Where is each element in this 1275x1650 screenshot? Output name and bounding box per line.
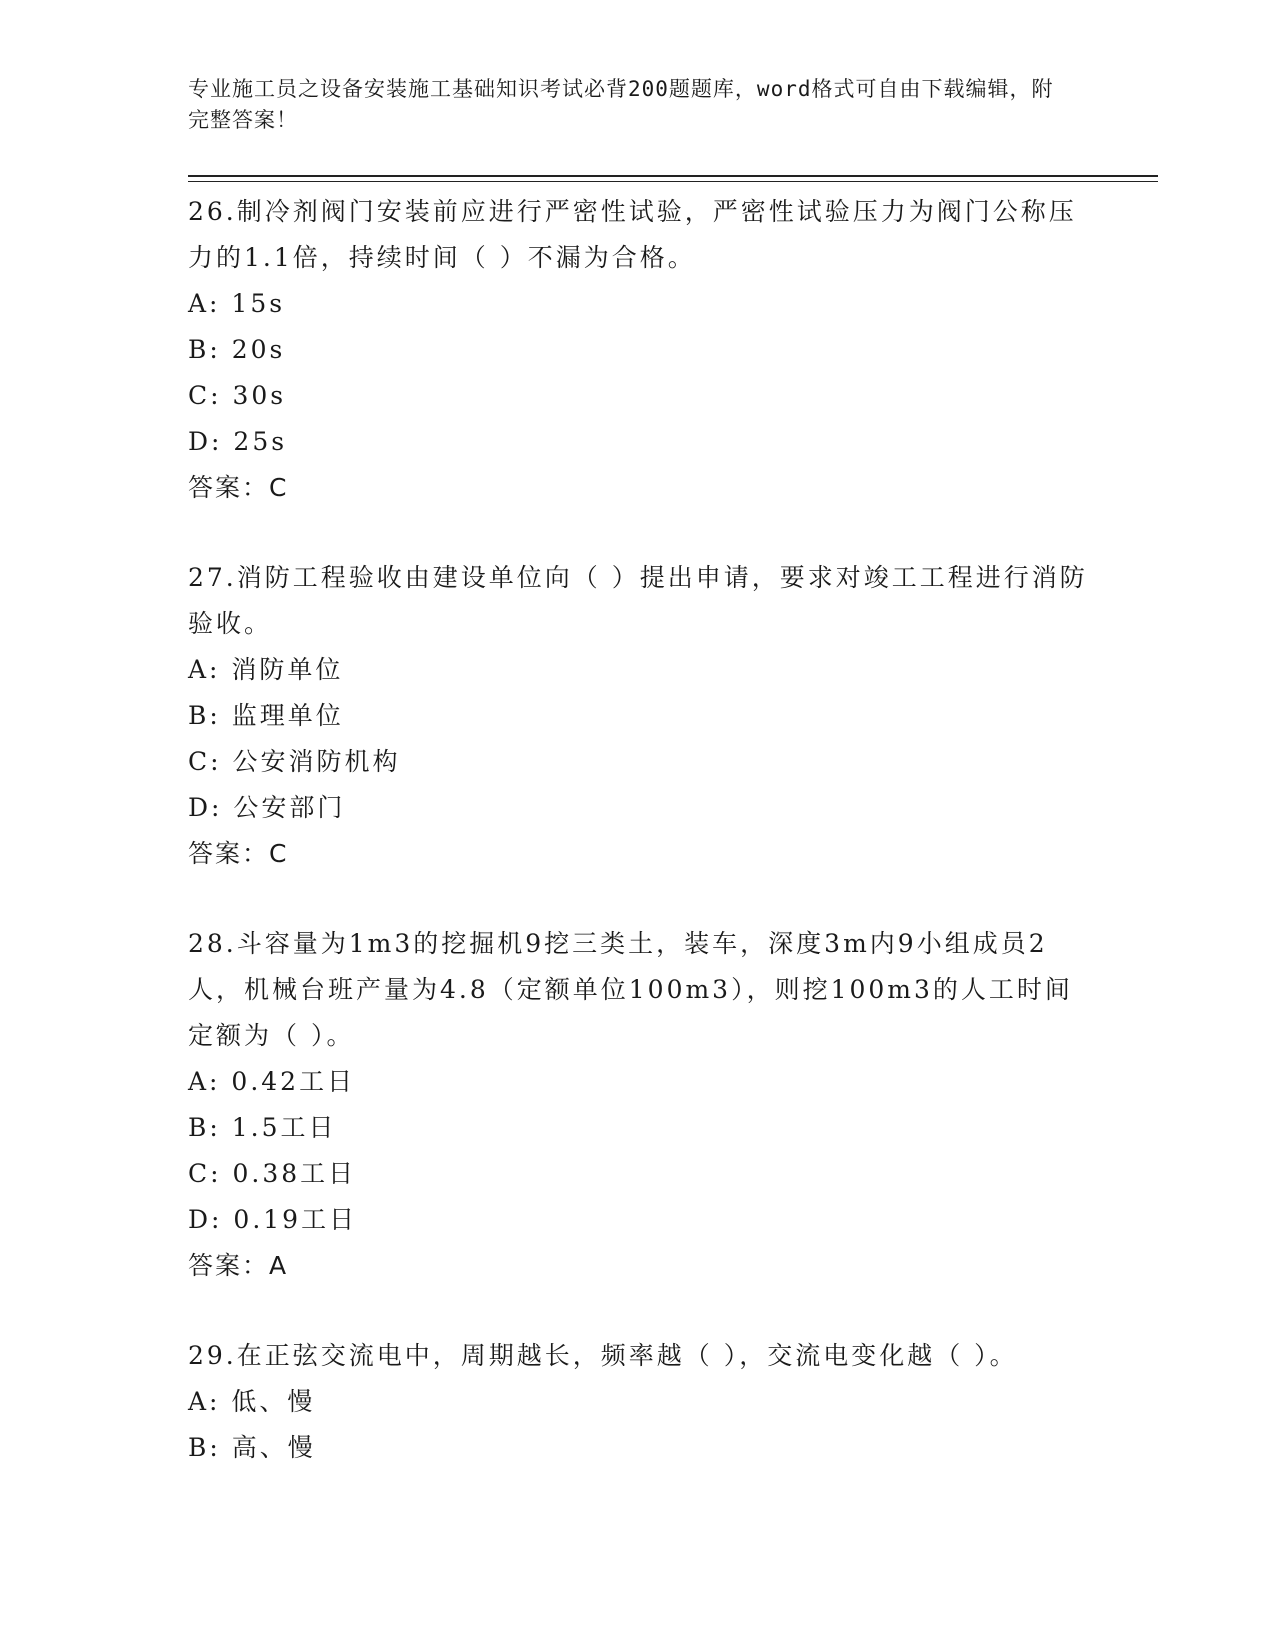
- option-d: D: 公安部门: [188, 793, 346, 822]
- question-stem: 27.消防工程验收由建设单位向（ ）提出申请，要求对竣工工程进行消防验收。: [188, 563, 1088, 638]
- question-29: [188, 1333, 1088, 1471]
- option-a: A: 0.42工日: [188, 1067, 356, 1096]
- option-b: B: 高、慢: [188, 1433, 316, 1462]
- option-b: B: 1.5工日: [188, 1113, 337, 1142]
- question-stem: 28.斗容量为1m3的挖掘机9挖三类土，装车，深度3m内9小组成员2人，机械台班产量为4.8（定额单位100m3），则挖100m3的人工时间定额为（ ）。: [188, 929, 1073, 1050]
- question-stem: 29.在正弦交流电中，周期越长，频率越（ ），交流电变化越（ ）。: [188, 1341, 1018, 1370]
- header-divider-thick: [188, 175, 1158, 177]
- question-27: [188, 555, 1088, 877]
- document-title: 专业施工员之设备安装施工基础知识考试必背200题题库，word格式可自由下载编辑，附完整答案！: [188, 77, 1054, 132]
- option-d: D: 0.19工日: [188, 1205, 358, 1234]
- option-a: A: 15s: [188, 289, 286, 318]
- option-a: A: 低、慢: [188, 1387, 316, 1416]
- question-26: [188, 189, 1088, 511]
- question-list: [188, 189, 1088, 1471]
- option-c: C: 30s: [188, 381, 287, 410]
- question-28: [188, 921, 1088, 1289]
- option-b: B: 20s: [188, 335, 286, 364]
- option-b: B: 监理单位: [188, 701, 344, 730]
- question-stem: 26.制冷剂阀门安装前应进行严密性试验，严密性试验压力为阀门公称压力的1.1倍，持续时间（ ）不漏为合格。: [188, 197, 1077, 272]
- option-c: C: 公安消防机构: [188, 747, 401, 776]
- option-a: A: 消防单位: [188, 655, 344, 684]
- option-d: D: 25s: [188, 427, 288, 456]
- answer-line: 答案：C: [188, 473, 289, 502]
- header-divider-thin: [188, 181, 1158, 182]
- answer-line: 答案：C: [188, 839, 289, 868]
- option-c: C: 0.38工日: [188, 1159, 357, 1188]
- answer-line: 答案：A: [188, 1251, 289, 1280]
